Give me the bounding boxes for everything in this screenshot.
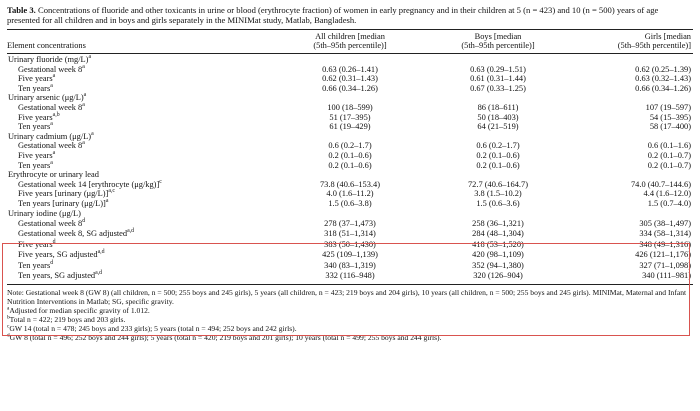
iodine-section [7,209,693,282]
section-label: Urinary iodine (μg/L) [8,208,81,218]
cell-girls: 305 (38–1,497) [639,218,691,228]
section-label: Erythrocyte or urinary lead [8,170,99,180]
cell-all: 51 (17–395) [329,112,371,122]
cell-girls: 58 (17–400) [649,122,691,132]
row-label: Five years, SG adjusted$^{a,d}$ [18,249,105,260]
section-label: Urinary arsenic $(\mu g/L)^a$ [8,92,87,103]
row-label: Gestational week 14 [erythrocyte (μg/kg)]$^c$ [18,178,162,189]
row-label: Gestational week 8, SG adjusted$^{a,d}$ [18,228,135,239]
table-row [7,65,693,75]
cell-all: 278 (37–1,473) [324,218,376,228]
row-label: Five years$^{a,b}$ [18,111,60,122]
cell-all: 100 (18–599) [327,102,373,112]
cell-girls: 107 (19–597) [645,102,691,112]
section-row [7,170,693,180]
cell-all: 0.63 (0.26–1.41) [322,64,378,74]
section-row [7,93,693,103]
cell-girls: 327 (71–1,098) [639,260,691,270]
cell-girls: 340 (111–981) [642,270,691,280]
col-boys-heading: Boys [median [425,29,571,41]
table-row [7,240,693,250]
cell-all: 73.8 (40.6–153.4) [319,179,380,189]
row-label: Five years [urinary (μg/L)]$^{a,c}$ [18,188,115,199]
cell-all: 1.5 (0.6–3.8) [328,198,372,208]
row-label: Gestational week 8$^d$ [18,218,86,228]
col-girls-heading: Girls [median [571,29,693,41]
cell-all: 61 (19–429) [329,122,371,132]
table-row [7,261,693,271]
cell-all: 0.2 (0.1–0.6) [328,160,372,170]
row-label: Ten years$^d$ [18,259,54,270]
table-row [7,103,693,113]
table-row [7,189,693,199]
cell-boys: 418 (53–1,520) [472,239,524,249]
col-boys-subheading: (5th–95th percentile)] [425,41,571,53]
cell-boys: 86 (18–611) [477,102,519,112]
cell-boys: 420 (98–1,109) [472,250,524,260]
table-row [7,122,693,132]
table-notes [7,288,693,342]
cell-all: 0.6 (0.2–1.7) [328,141,372,151]
row-label: Gestational week 8$^a$ [18,140,85,151]
cell-all: 340 (83–1,319) [324,260,376,270]
cell-boys: 0.2 (0.1–0.6) [476,150,520,160]
row-label: Ten years, SG adjusted$^{a,d}$ [18,270,103,280]
cell-all: 332 (116–948) [325,270,375,280]
table-body [7,54,693,209]
cell-boys: 284 (48–1,304) [472,229,524,239]
table-row [7,84,693,94]
note-a: $^a$Adjusted for median specific gravity of 1.012. [7,305,150,316]
table-row [7,161,693,171]
row-label: Ten years$^a$ [18,159,53,170]
cell-all: 0.2 (0.1–0.6) [328,150,372,160]
cell-girls: 1.5 (0.7–4.0) [647,198,691,208]
row-label: Ten years$^a$ [18,82,53,93]
table-caption [7,5,693,26]
section-label: Urinary cadmium $(\mu g/L)^a$ [8,130,94,141]
cell-girls: 0.63 (0.32–1.43) [635,74,691,84]
data-table [7,29,693,282]
col-all-subheading: (5th–95th percentile)] [275,41,425,53]
row-label: Five years$^d$ [18,238,56,249]
table-row [7,113,693,123]
cell-all: 318 (51–1,314) [324,229,376,239]
section-row [7,54,693,65]
cell-boys: 320 (126–904) [473,270,523,280]
cell-girls: 0.2 (0.1–0.7) [647,160,691,170]
cell-boys: 1.5 (0.6–3.6) [476,198,520,208]
cell-boys: 258 (36–1,321) [472,218,524,228]
cell-girls: 0.2 (0.1–0.7) [647,150,691,160]
cell-boys: 352 (94–1,380) [472,260,524,270]
table-row [7,271,693,281]
table-header [7,29,693,53]
section-row [7,132,693,142]
note-b: $^b$Total n = 422; 219 boys and 203 girls. [7,314,126,325]
cell-boys: 0.2 (0.1–0.6) [476,160,520,170]
note-main: Note: Gestational week 8 (GW 8) (all children, n = 500; 255 boys and 245 girls), 5 years (all children, n = 423; 219 boys and 204 girls), 10 years (all children, n = 500; 255 boys and 245 girls). MINIMat, Maternal and Infant Nutrition Interventions in Matlab; SG, specific gravity. [7,288,687,307]
bottom-rule [7,284,693,285]
table-row [7,219,693,229]
cell-girls: 334 (58–1,314) [639,229,691,239]
section-row [7,209,693,219]
cell-girls: 426 (121–1,176) [635,250,691,260]
cell-boys: 3.8 (1.5–10.2) [474,189,522,199]
table-row [7,74,693,84]
cell-girls: 54 (15–395) [649,112,691,122]
cell-all: 4.0 (1.6–11.2) [326,189,374,199]
col-element-heading: Element concentrations [7,41,275,53]
row-label: Gestational week 8$^a$ [18,102,85,112]
cell-boys: 0.61 (0.31–1.44) [470,74,526,84]
cell-boys: 0.6 (0.2–1.7) [476,141,520,151]
row-label: Ten years [urinary (μg/L)]$^a$ [18,198,109,208]
note-c: $^c$GW 14 (total n = 478; 245 boys and 233 girls); 5 years (total n = 494; 252 boys and 242 girls). [7,323,297,334]
cell-boys: 64 (21–519) [477,122,519,132]
row-label: Five years$^a$ [18,150,56,160]
cell-girls: 0.6 (0.1–1.6) [647,141,691,151]
caption-text: Concentrations of fluoride and other toxicants in urine or blood (erythrocyte fraction) of women in early pregnancy and in their children at 5 (n = 423) and 10 (n = 500) years of age presented for all children and in boys and girls separately in the MINIMat study, Matlab, Bangladesh. [7,5,659,26]
row-label: Gestational week 8$^a$ [18,63,85,74]
cell-all: 0.62 (0.31–1.43) [322,74,378,84]
row-label: Ten years$^a$ [18,121,53,132]
cell-boys: 0.67 (0.33–1.25) [470,83,526,93]
col-all-heading: All children [median [275,29,425,41]
table-page [7,5,693,342]
table-row [7,229,693,239]
table-row [7,151,693,161]
cell-boys: 0.63 (0.29–1.51) [470,64,526,74]
note-d: $^d$GW 8 (total n = 496; 252 boys and 244 girls); 5 years (total n = 420; 219 boys and 201 girls); 10 years (total n = 499; 255 boys and 244 girls). [7,332,442,343]
cell-all: 425 (109–1,139) [322,250,378,260]
table-row [7,250,693,260]
cell-all: 0.66 (0.34–1.26) [322,83,378,93]
table-row [7,199,693,209]
cell-boys: 72.7 (40.6–164.7) [467,179,528,189]
cell-boys: 50 (18–403) [477,112,519,122]
cell-girls: 348 (49–1,316) [639,239,691,249]
cell-all: 383 (50–1,430) [324,239,376,249]
row-label: Five years$^a$ [18,73,56,84]
section-label: Urinary fluoride $(mg/L)^a$ [8,54,92,64]
cell-girls: 74.0 (40.7–144.6) [630,179,691,189]
table-row [7,141,693,151]
table-label: Table 3. [7,5,36,15]
cell-girls: 0.62 (0.25–1.39) [635,64,691,74]
cell-girls: 4.4 (1.6–12.0) [643,189,691,199]
cell-girls: 0.66 (0.34–1.26) [635,83,691,93]
col-girls-subheading: (5th–95th percentile)] [571,41,693,53]
